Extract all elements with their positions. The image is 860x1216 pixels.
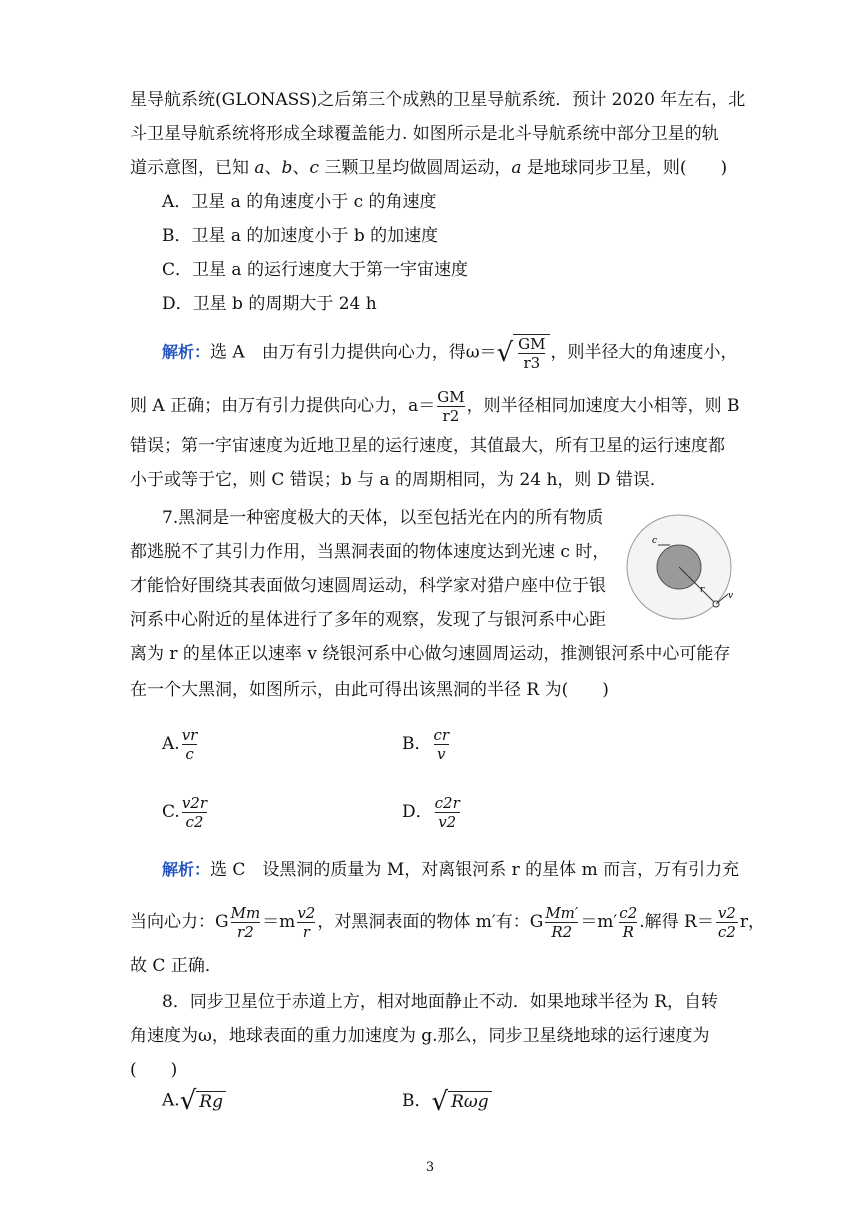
- label-c: c: [652, 536, 658, 546]
- q7-stem-line-1: 7.黑洞是一种密度极大的天体，以至包括光在内的所有物质: [162, 508, 604, 528]
- q8-option-a: A.√ Rg: [162, 1086, 226, 1116]
- page-number: 3: [425, 1160, 435, 1175]
- q8-option-b: B．√ Rωg: [402, 1086, 492, 1117]
- black-hole-orbit-diagram: [624, 512, 742, 630]
- q7-analysis-line-3: 故 C 正确．: [130, 956, 222, 976]
- q6-analysis-line-1: 解析：选 A 由万有引力提供向心力，得ω＝√ $\frac{GM}{r3}$ ，则半径大的角速度小，: [162, 335, 738, 372]
- label-r: r: [700, 585, 705, 595]
- q8-stem-line-3: ( ): [130, 1060, 178, 1080]
- q6-analysis-line-2: 则 A 正确；由万有引力提供向心力，a＝ $\frac{GM}{r2}$ ，则半径相同加速度大小相等，则 B: [130, 388, 740, 425]
- q6-option-a: A．卫星 a 的角速度小于 c 的角速度: [162, 192, 437, 212]
- q7-analysis-line-1: 解析：选 C 设黑洞的质量为 M，对离银河系 r 的星体 m 而言，万有引力充: [162, 860, 740, 880]
- q6-analysis-line-3: 错误；第一宇宙速度为近地卫星的运行速度，其值最大，所有卫星的运行速度都: [130, 436, 725, 456]
- q7-option-c: C. $\frac{v2r}{c2}$: [162, 794, 208, 831]
- analysis-label: 解析：: [162, 860, 211, 879]
- q8-stem-line-2: 角速度为ω，地球表面的重力加速度为 g.那么，同步卫星绕地球的运行速度为: [130, 1026, 710, 1046]
- analysis-label: 解析：: [162, 342, 211, 362]
- q6-option-d: D．卫星 b 的周期大于 24 h: [162, 294, 377, 314]
- q6-stem-line-3: 道示意图，已知 a、b、c 三颗卫星均做圆周运动，a 是地球同步卫星，则( ): [130, 158, 728, 178]
- q8-stem-line-1: 8．同步卫星位于赤道上方，相对地面静止不动．如果地球半径为 R，自转: [162, 992, 719, 1012]
- q7-stem-line-5: 离为 r 的星体正以速率 v 绕银河系中心做匀速圆周运动，推测银河系中心可能存: [130, 644, 731, 664]
- q7-option-b: B． $\frac{cr}{v}$: [402, 726, 450, 763]
- q6-stem-line-1: 星导航系统(GLONASS)之后第三个成熟的卫星导航系统．预计 2020 年左右，北: [130, 90, 746, 110]
- q7-stem-line-4: 河系中心附近的星体进行了多年的观察，发现了与银河系中心距: [130, 610, 606, 630]
- q7-option-a: A. $\frac{vr}{c}$: [162, 726, 198, 763]
- q7-analysis-line-2: 当向心力：G $\frac{Mm}{r2}$ ＝m $\frac{v2}{r}$ ，对黑洞表面的物体 m′有：G $\frac{Mm'}{R2}$ ＝m′ $\frac{c2}{R}$ .解得 R＝ $\frac{v2}{c2}$ r，: [130, 904, 765, 941]
- q7-option-d: D． $\frac{c2r}{v2}$: [402, 794, 460, 831]
- q7-stem-line-6: 在一个大黑洞，如图所示，由此可得出该黑洞的半径 R 为( ): [130, 680, 609, 700]
- q6-stem-line-2: 斗卫星导航系统将形成全球覆盖能力. 如图所示是北斗导航系统中部分卫星的轨: [130, 124, 719, 144]
- q6-option-c: C．卫星 a 的运行速度大于第一宇宙速度: [162, 260, 468, 280]
- q6-analysis-line-4: 小于或等于它，则 C 错误；b 与 a 的周期相同，为 24 h，则 D 错误．: [130, 470, 667, 490]
- sqrt-expression: √ $\frac{GM}{r3}$: [497, 334, 551, 372]
- q7-stem-line-3: 才能恰好围绕其表面做匀速圆周运动，科学家对猎户座中位于银: [130, 576, 606, 596]
- q6-option-b: B．卫星 a 的加速度小于 b 的加速度: [162, 226, 439, 246]
- label-v: v: [728, 591, 734, 601]
- q7-stem-line-2: 都逃脱不了其引力作用，当黑洞表面的物体速度达到光速 c 时，: [130, 542, 610, 562]
